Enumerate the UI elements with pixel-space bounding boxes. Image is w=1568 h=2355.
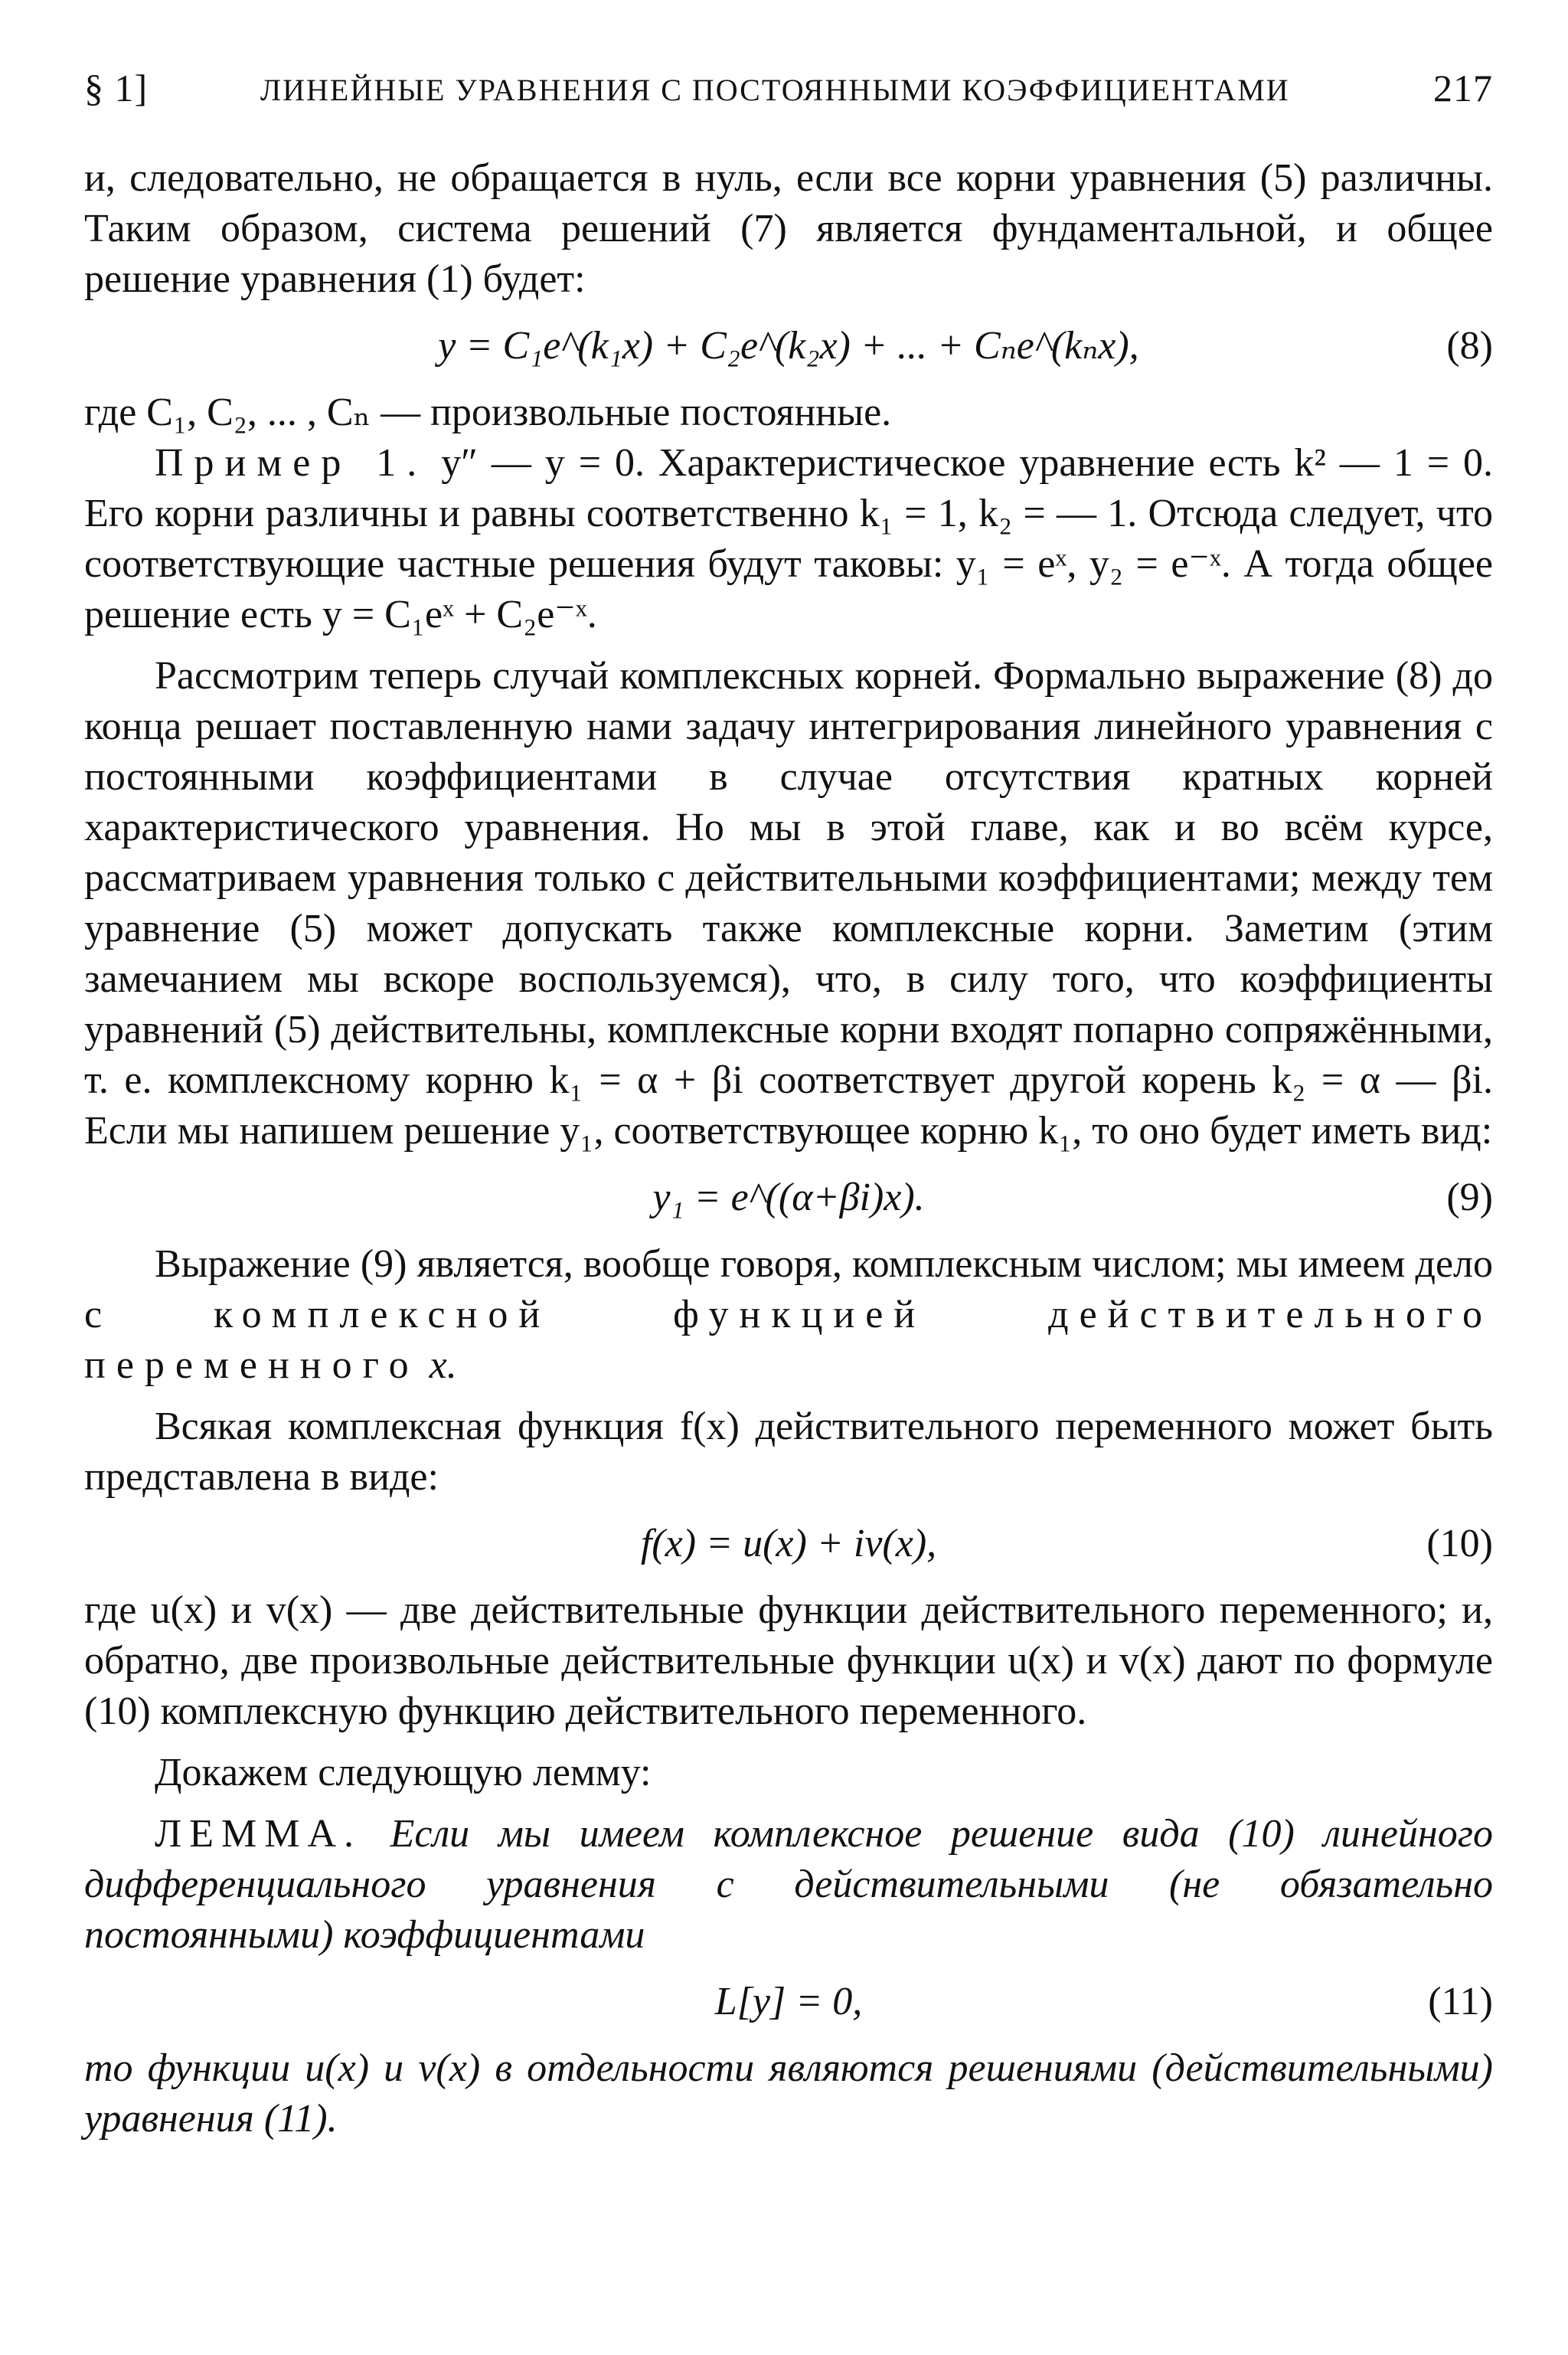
equation-11	[84, 1968, 1493, 2036]
equation-10-number: (10)	[1426, 1522, 1493, 1565]
page-body	[84, 153, 1493, 2144]
running-header	[84, 60, 1493, 113]
example-label: Пример 1.	[155, 441, 428, 485]
equation-9-number: (9)	[1446, 1176, 1493, 1219]
example-text: y″ — y = 0. Характеристическое уравнение есть k² — 1 = 0. Его корни различны и равны соответственно k₁ = 1, k₂ = — 1. Отсюда следует, что соответствующие частные решения будут таковы: y₁ = eˣ, y₂ = e⁻ˣ. А тогда общее решение есть y = C₁eˣ + C₂e⁻ˣ.	[84, 441, 1494, 636]
paragraph-4-spaced: комплексной функцией действительного переменного	[84, 1293, 1493, 1387]
example-paragraph	[84, 438, 1493, 640]
paragraph-6: где u(x) и v(x) — две действительные функции действительного переменного; и, обратно, две произвольные действительные функции u(x) и v(x) дают по формуле (10) комплексную функцию действительного переменного.	[84, 1588, 1493, 1733]
paragraph-2: где C₁, C₂, ... , Cₙ — произвольные постоянные.	[84, 391, 892, 434]
paragraph-8: то функции u(x) и v(x) в отдельности являются решениями (действительными) уравнения (11).	[84, 2046, 1493, 2141]
lemma-label: ЛЕММА.	[155, 1812, 362, 1856]
page-number: 217	[1433, 67, 1493, 110]
lemma-text: Если мы имеем комплексное решение вида (10) линейного дифференциального уравнения с действительными (не обязательно постоянными) коэффициентами	[84, 1812, 1493, 1957]
section-number: § 1]	[84, 67, 149, 110]
lemma-paragraph	[84, 1809, 1493, 1961]
equation-10	[84, 1510, 1493, 1578]
equation-11-number: (11)	[1428, 1980, 1493, 2023]
paragraph-4-after: x.	[419, 1343, 457, 1387]
paragraph-7: Докажем следующую лемму:	[155, 1751, 652, 1794]
equation-8-formula: y = C₁e^(k₁x) + C₂e^(k₂x) + ... + Cₙe^(kₙx),	[438, 324, 1139, 368]
paragraph-1: и, следовательно, не обращается в нуль, если все корни уравнения (5) различны. Таким образом, система решений (7) является фундаментальной, и общее решение уравнения (1) будет:	[84, 156, 1493, 301]
header-title: ЛИНЕЙНЫЕ УРАВНЕНИЯ С ПОСТОЯННЫМИ КОЭФФИЦИЕНТАМИ	[260, 73, 1290, 107]
equation-9	[84, 1164, 1493, 1231]
equation-8	[84, 312, 1493, 380]
equation-11-formula: L[y] = 0,	[714, 1980, 863, 2023]
paragraph-5: Всякая комплексная функция f(x) действительного переменного может быть представлена в виде:	[84, 1405, 1493, 1499]
paragraph-4-before: Выражение (9) является, вообще говоря, комплексным числом; мы имеем дело с	[84, 1242, 1493, 1336]
paragraph-3: Рассмотрим теперь случай комплексных корней. Формально выражение (8) до конца решает поставленную нами задачу интегрирования линейного уравнения с постоянными коэффициентами в случае отсутствия кратных корней характеристического уравнения. Но мы в этой главе, как и во всём курсе, рассматриваем уравнения только с действительными коэффициентами; между тем уравнение (5) может допускать также комплексные корни. Заметим (этим замечанием мы вскоре воспользуемся), что, в силу того, что коэффициенты уравнений (5) действительны, комплексные корни входят попарно сопряжёнными, т. е. комплексному корню k₁ = α + βi соответствует другой корень k₂ = α — βi. Если мы напишем решение y₁, соответствующее корню k₁, то оно будет иметь вид:	[84, 654, 1493, 1153]
paragraph-4	[84, 1239, 1493, 1391]
equation-10-formula: f(x) = u(x) + iv(x),	[640, 1522, 937, 1565]
equation-8-number: (8)	[1446, 324, 1493, 368]
equation-9-formula: y₁ = e^((α+βi)x).	[652, 1176, 925, 1219]
